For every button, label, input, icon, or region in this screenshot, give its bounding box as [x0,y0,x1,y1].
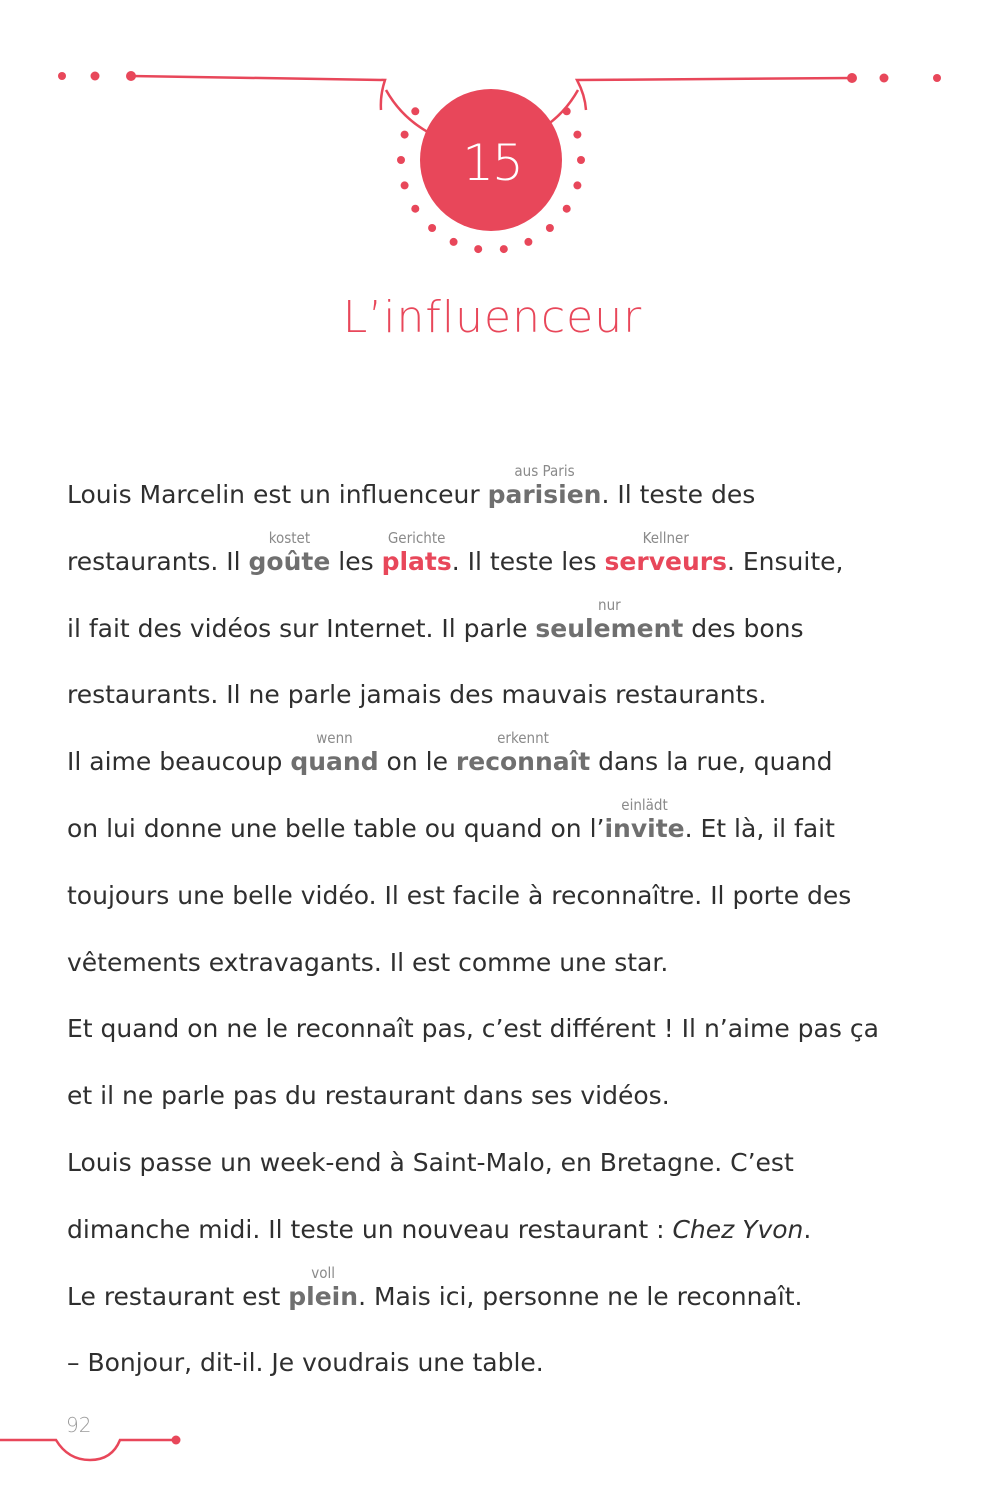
vocab-word [248,528,331,576]
vocab-word-text: serveurs [604,546,727,576]
page-number: 92 [66,1413,92,1437]
text-line [67,856,927,923]
vocab-gloss: nur [598,595,621,614]
ornament-dot [411,205,419,213]
ornament-dot [573,181,581,189]
text-run: . Il teste des [601,480,756,509]
text-run: restaurants. Il ne parle jamais des mauvais restaurants. [67,680,767,710]
vocab-word-text: seulement [535,613,684,643]
text-run: Et quand on ne le reconnaît pas, c’est différent ! Il n’aime pas ça [67,1014,879,1044]
chapter-title: L’influenceur [342,292,643,343]
text-line [67,589,927,656]
vocab-word-text: quand [290,747,379,777]
text-line [67,1190,927,1257]
text-run: et il ne parle pas du restaurant dans ses vidéos. [67,1081,670,1111]
vocab-word [604,528,727,576]
vocab-gloss: voll [311,1263,336,1282]
text-line [67,455,927,522]
vocab-gloss: kostet [268,528,311,547]
text-run: dans la rue, quand [590,747,833,777]
text-run: . Et là, il fait [684,813,835,843]
ornament-dot [401,131,409,139]
text-run: . [803,1214,812,1244]
ornament-dot [546,224,554,232]
vocab-gloss: aus Paris [514,462,575,480]
story-text [67,455,927,1390]
text-line [67,1056,927,1123]
text-run: dimanche midi. Il teste un nouveau restaurant : [67,1214,673,1244]
ornament-dot [401,181,409,189]
text-run: Le restaurant est [67,1281,289,1311]
ornament-dot [428,224,436,232]
text-run: Louis passe un week-end à Saint-Malo, en Bretagne. C’est [67,1147,794,1177]
ornament-dot [450,238,458,246]
vocab-word-text: reconnaît [455,747,591,777]
ornament-dot [397,156,405,164]
text-run: Il aime beaucoup [67,747,291,777]
ornament-dot [411,107,419,115]
vocab-word-text: plats [381,546,452,576]
text-run: . Mais ici, personne ne le reconnaît. [358,1281,803,1311]
text-line [67,522,927,589]
text-run: toujours une belle vidéo. Il est facile à reconnaître. Il porte des [67,880,852,910]
vocab-gloss: wenn [316,729,353,748]
vocab-word [288,1263,359,1311]
vocab-word [604,795,685,843]
text-run: vêtements extravagants. Il est comme une star. [67,947,669,977]
text-run: on le [378,747,456,777]
vocab-gloss: erkennt [497,729,549,748]
ornament-dot [573,131,581,139]
text-run: on lui donne une belle table ou quand on l’ [67,813,605,843]
text-run: . Ensuite, [726,546,844,576]
text-line [67,789,927,856]
vocab-word [381,528,452,576]
text-run: il fait des vidéos sur Internet. Il parle [67,613,536,643]
text-line [67,1257,927,1324]
vocab-gloss: Kellner [642,528,689,547]
ornament-dot [524,238,532,246]
ornament-dot [500,245,508,253]
vocab-word [290,729,379,777]
vocab-word [535,595,684,643]
vocab-word [487,462,602,509]
text-line [67,655,927,722]
text-run: – Bonjour, dit-il. Je voudrais une table. [67,1348,544,1378]
text-line [67,1323,927,1390]
text-line [67,923,927,990]
vocab-word-text: goûte [248,546,331,576]
vocab-word-text: parisien [487,480,602,509]
text-line [67,1123,927,1190]
vocab-gloss: einlädt [621,795,668,814]
text-run: Louis Marcelin est un influenceur [67,480,488,509]
vocab-gloss: Gerichte [387,528,446,547]
ornament-dot [474,245,482,253]
chapter-number: 15 [462,134,522,192]
vocab-word [455,729,591,777]
restaurant-name: Chez Yvon [672,1214,804,1244]
text-run: des bons [683,613,804,643]
vocab-word-text: invite [604,813,685,843]
text-run: restaurants. Il [67,546,249,576]
text-run: . Il teste les [451,546,605,576]
text-line [67,989,927,1056]
vocab-word-text: plein [288,1281,359,1311]
footer-ornament [0,1400,985,1497]
text-line [67,722,927,789]
ornament-dot [577,156,585,164]
text-run: les [330,546,382,576]
